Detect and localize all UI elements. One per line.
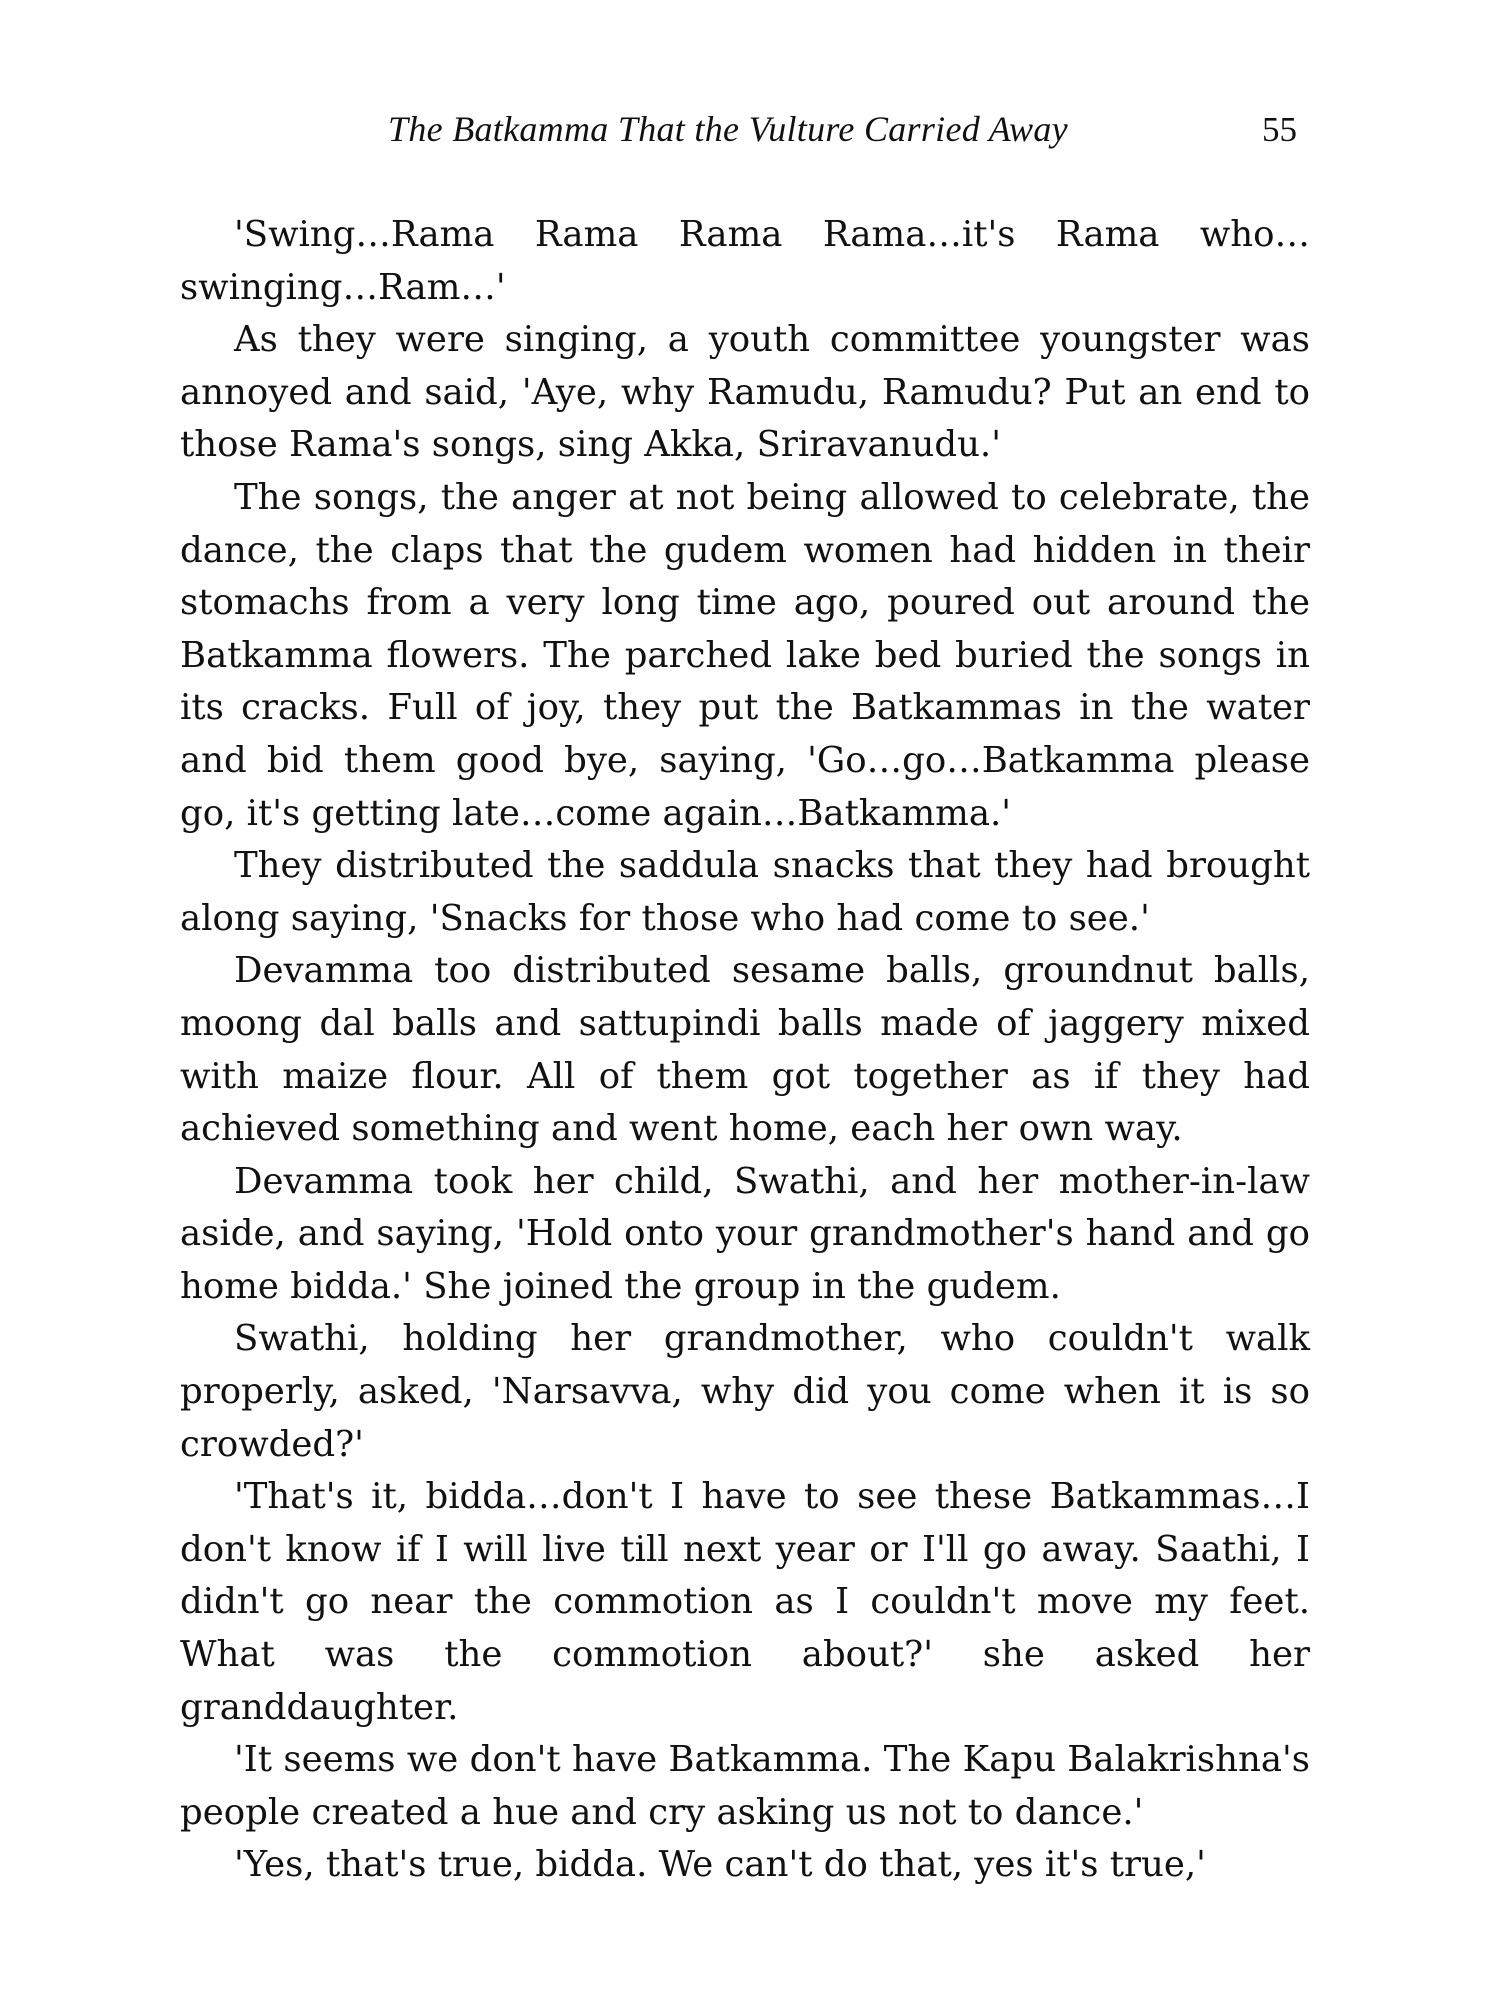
paragraph: They distributed the saddula snacks that they had brought along saying, 'Snacks for those who had come to see.' [180, 845, 1310, 939]
body-text [180, 209, 1310, 1892]
paragraph: 'Swing…Rama Rama Rama Rama…it's Rama who… swinging…Ram…' [180, 214, 1310, 308]
paragraph: As they were singing, a youth committee youngster was annoyed and said, 'Aye, why Ramudu, Ramudu? Put an end to those Rama's songs, sing Akka, Sriravanudu.' [180, 319, 1310, 466]
paragraph: 'It seems we don't have Batkamma. The Kapu Balakrishna's people created a hue and cry asking us not to dance.' [180, 1739, 1310, 1833]
paragraph: Devamma took her child, Swathi, and her mother-in-law aside, and saying, 'Hold onto your grandmother's hand and go home bidda.' She joined the group in the gudem. [180, 1160, 1310, 1307]
running-title: The Batkamma That the Vulture Carried Away [388, 109, 1068, 149]
paragraph: 'Yes, that's true, bidda. We can't do that, yes it's true,' [234, 1844, 1206, 1886]
paragraph: The songs, the anger at not being allowed to celebrate, the dance, the claps that the gudem women had hidden in their stomachs from a very long time ago, poured out around the Batkamma flowers. The parched lake bed buried the songs in its cracks. Full of joy, they put the Batkammas in the water and bid them good bye, saying, 'Go…go…Batkamma please go, it's getting late…come again…Batkamma.' [180, 476, 1310, 834]
paragraph: Devamma too distributed sesame balls, groundnut balls, moong dal balls and sattupindi balls made of jaggery mixed with maize flour. All of them got together as if they had achieved something and went home, each her own way. [180, 950, 1310, 1150]
page-number: 55 [1262, 110, 1297, 149]
paragraph: Swathi, holding her grandmother, who couldn't walk properly, asked, 'Narsavva, why did you come when it is so crowded?' [180, 1318, 1310, 1465]
paragraph: 'That's it, bidda…don't I have to see these Batkammas…I don't know if I will live till next year or I'll go away. Saathi, I didn't go near the commotion as I couldn't move my feet. What was the commotion about?' she asked her granddaughter. [180, 1476, 1310, 1728]
